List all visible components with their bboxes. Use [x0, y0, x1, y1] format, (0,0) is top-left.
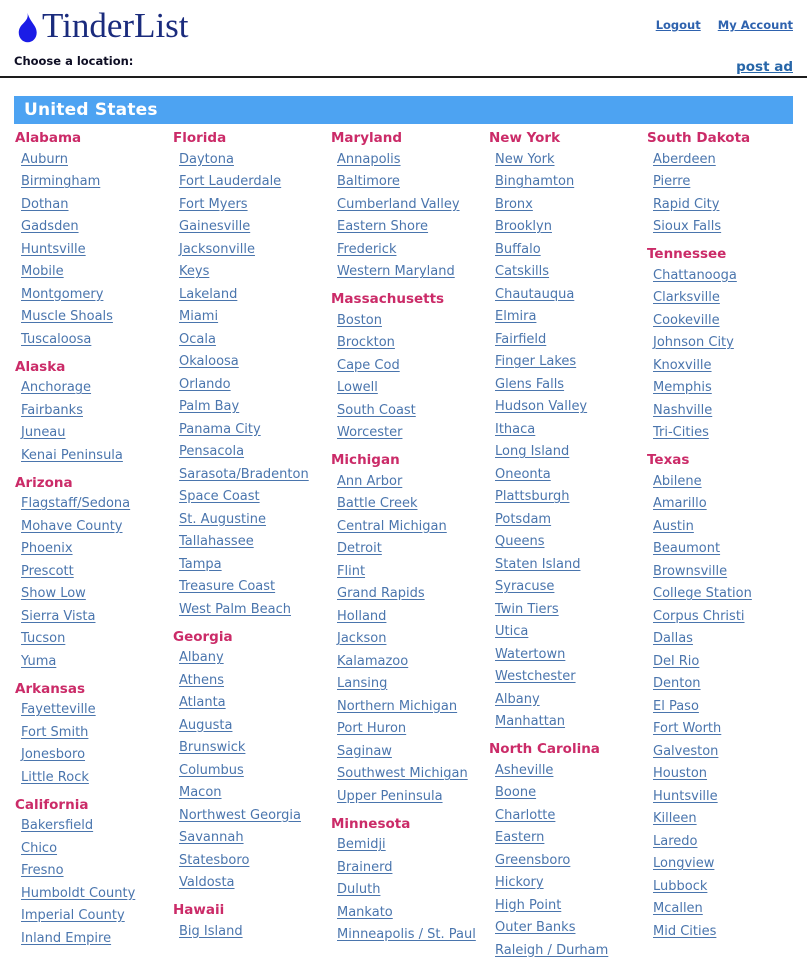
- city-link[interactable]: New York: [495, 151, 555, 167]
- city-link[interactable]: Worcester: [337, 425, 403, 440]
- state-group: [647, 451, 805, 943]
- city-link[interactable]: Little Rock: [21, 769, 89, 785]
- city-link[interactable]: Big Island: [179, 923, 243, 939]
- city-link[interactable]: Palm Bay: [179, 399, 240, 414]
- city-link[interactable]: Charlotte: [495, 807, 556, 823]
- city-link[interactable]: Lakeland: [179, 286, 238, 302]
- city-link[interactable]: Elmira: [495, 309, 537, 324]
- city-link[interactable]: Eastern Shore: [337, 219, 429, 234]
- top-nav: [643, 7, 793, 32]
- state-group: [647, 129, 805, 238]
- logo[interactable]: [14, 7, 189, 45]
- city-link[interactable]: Houston: [653, 766, 708, 781]
- city-link[interactable]: Tri-Cities: [653, 425, 709, 440]
- city-link[interactable]: Saginaw: [337, 743, 392, 759]
- city-link[interactable]: Clarksville: [653, 290, 720, 305]
- state-heading: Georgia: [173, 628, 233, 645]
- state-group: [173, 129, 331, 621]
- city-link[interactable]: Manhattan: [495, 714, 566, 729]
- city-link[interactable]: Flagstaff/Sedona: [21, 496, 131, 511]
- city-link[interactable]: Grand Rapids: [337, 586, 425, 601]
- state-heading: Michigan: [331, 452, 400, 468]
- header: [0, 0, 807, 45]
- city-link[interactable]: Orlando: [179, 376, 231, 392]
- city-link[interactable]: Ithaca: [495, 421, 536, 437]
- city-link[interactable]: Buffalo: [495, 241, 541, 257]
- my-account-link[interactable]: My Account: [717, 18, 793, 32]
- city-link[interactable]: Johnson City: [653, 335, 734, 350]
- city-link[interactable]: Gainesville: [179, 219, 251, 234]
- city-link[interactable]: Fort Myers: [179, 196, 248, 212]
- post-ad-link[interactable]: post ad: [736, 59, 793, 75]
- flame-icon: [14, 10, 41, 43]
- city-link[interactable]: Fairfield: [495, 331, 547, 347]
- city-link[interactable]: Longview: [653, 856, 715, 871]
- city-link[interactable]: Twin Tiers: [495, 601, 559, 617]
- city-link[interactable]: Corpus Christi: [653, 608, 745, 624]
- directory-column: [647, 129, 805, 950]
- state-heading: Arkansas: [15, 680, 85, 697]
- city-link[interactable]: Atlanta: [179, 695, 226, 710]
- city-link[interactable]: Catskills: [495, 264, 550, 279]
- city-link[interactable]: Ann Arbor: [337, 473, 403, 489]
- city-link[interactable]: Fresno: [21, 863, 64, 878]
- city-link[interactable]: High Point: [495, 897, 562, 913]
- city-link[interactable]: Savannah: [179, 830, 244, 845]
- state-heading: Texas: [647, 452, 690, 468]
- city-link[interactable]: Eastern: [495, 830, 545, 845]
- logout-link[interactable]: Logout: [655, 18, 701, 32]
- city-link[interactable]: Muscle Shoals: [21, 309, 113, 324]
- state-group: [331, 451, 489, 808]
- directory-column: [173, 129, 331, 950]
- city-link[interactable]: Bronx: [495, 196, 533, 212]
- city-link[interactable]: Miami: [179, 309, 219, 324]
- city-link[interactable]: El Paso: [653, 698, 699, 714]
- subheader: [0, 54, 807, 76]
- city-link[interactable]: Keys: [179, 264, 210, 279]
- city-link[interactable]: Kalamazoo: [337, 653, 409, 669]
- state-heading: Tennessee: [647, 246, 727, 262]
- city-link[interactable]: Mobile: [21, 264, 64, 279]
- city-link[interactable]: Brainerd: [337, 859, 393, 875]
- city-link[interactable]: Hickory: [495, 875, 544, 890]
- city-link[interactable]: Space Coast: [179, 489, 260, 504]
- city-link[interactable]: Tallahassee: [179, 534, 254, 549]
- state-heading: North Carolina: [489, 741, 600, 757]
- city-link[interactable]: Brownsville: [653, 563, 728, 579]
- city-link[interactable]: Amarillo: [653, 496, 707, 511]
- city-link[interactable]: Albany: [495, 691, 540, 707]
- city-link[interactable]: Jonesboro: [21, 747, 86, 762]
- city-link[interactable]: Port Huron: [337, 721, 407, 736]
- city-link[interactable]: Austin: [653, 518, 694, 534]
- city-link[interactable]: Abilene: [653, 473, 702, 489]
- state-heading: Alabama: [15, 130, 82, 146]
- city-link[interactable]: Syracuse: [495, 579, 555, 594]
- state-group: [15, 680, 173, 789]
- city-link[interactable]: Statesboro: [179, 852, 250, 868]
- city-link[interactable]: Albany: [179, 650, 224, 665]
- city-link[interactable]: Inland Empire: [21, 930, 112, 946]
- state-group: [173, 901, 331, 943]
- city-link[interactable]: Huntsville: [21, 241, 86, 257]
- city-link[interactable]: Lubbock: [653, 878, 708, 894]
- city-link[interactable]: Cumberland Valley: [337, 196, 460, 212]
- city-link[interactable]: West Palm Beach: [179, 601, 291, 617]
- city-link[interactable]: Sierra Vista: [21, 608, 96, 624]
- city-link[interactable]: Potsdam: [495, 511, 552, 527]
- city-link[interactable]: Chautauqua: [495, 286, 575, 302]
- city-link[interactable]: Nashville: [653, 402, 713, 418]
- city-link[interactable]: Brooklyn: [495, 219, 552, 234]
- city-link[interactable]: Memphis: [653, 380, 712, 395]
- city-link[interactable]: Valdosta: [179, 875, 235, 890]
- city-link[interactable]: Asheville: [495, 762, 554, 778]
- choose-location-label: Choose a location:: [14, 54, 134, 68]
- city-link[interactable]: Laredo: [653, 833, 698, 849]
- city-link[interactable]: College Station: [653, 586, 752, 601]
- city-link[interactable]: Gadsden: [21, 219, 79, 234]
- state-heading: Alaska: [15, 358, 66, 375]
- city-link[interactable]: Panama City: [179, 421, 261, 437]
- city-link[interactable]: Fayetteville: [21, 702, 96, 717]
- state-group: [489, 740, 647, 962]
- city-link[interactable]: Chattanooga: [653, 267, 737, 283]
- city-link[interactable]: Outer Banks: [495, 920, 576, 935]
- city-link[interactable]: Detroit: [337, 541, 382, 556]
- country-banner: United States: [14, 96, 793, 124]
- city-link[interactable]: Anchorage: [21, 380, 92, 395]
- city-link[interactable]: Plattsburgh: [495, 489, 570, 504]
- state-heading: New York: [489, 130, 561, 146]
- city-link[interactable]: Boone: [495, 785, 537, 800]
- city-link[interactable]: Mankato: [337, 904, 393, 920]
- state-group: [15, 129, 173, 351]
- city-link[interactable]: Long Island: [495, 444, 570, 459]
- city-link[interactable]: Battle Creek: [337, 496, 418, 511]
- city-link[interactable]: Annapolis: [337, 151, 401, 167]
- city-link[interactable]: Southwest Michigan: [337, 766, 468, 781]
- city-link[interactable]: Tuscaloosa: [21, 331, 92, 347]
- city-link[interactable]: Fort Worth: [653, 721, 722, 736]
- state-group: [15, 474, 173, 673]
- city-link[interactable]: Athens: [179, 672, 225, 688]
- location-directory: [15, 129, 807, 969]
- city-link[interactable]: Westchester: [495, 669, 576, 684]
- city-link[interactable]: Humboldt County: [21, 885, 136, 901]
- city-link[interactable]: Frederick: [337, 241, 397, 257]
- city-link[interactable]: Boston: [337, 312, 382, 328]
- city-link[interactable]: Holland: [337, 608, 387, 624]
- state-group: [331, 129, 489, 283]
- city-link[interactable]: Fairbanks: [21, 402, 83, 418]
- city-link[interactable]: Tampa: [179, 556, 222, 572]
- city-link[interactable]: Tucson: [21, 631, 66, 646]
- city-link[interactable]: Pensacola: [179, 444, 245, 459]
- city-link[interactable]: Mcallen: [653, 901, 703, 916]
- city-link[interactable]: Western Maryland: [337, 264, 455, 279]
- city-link[interactable]: Duluth: [337, 882, 381, 897]
- city-link[interactable]: Pierre: [653, 174, 691, 189]
- city-link[interactable]: Finger Lakes: [495, 354, 577, 369]
- header-divider: [0, 76, 807, 78]
- city-link[interactable]: Sarasota/Bradenton: [179, 466, 309, 482]
- city-link[interactable]: Knoxville: [653, 357, 712, 373]
- city-link[interactable]: Chico: [21, 840, 58, 856]
- city-link[interactable]: Central Michigan: [337, 518, 447, 534]
- city-link[interactable]: Daytona: [179, 151, 234, 167]
- state-heading: South Dakota: [647, 130, 751, 146]
- city-link[interactable]: Greensboro: [495, 852, 571, 868]
- city-link[interactable]: Okaloosa: [179, 354, 239, 369]
- city-link[interactable]: Montgomery: [21, 286, 104, 302]
- state-group: [489, 129, 647, 733]
- city-link[interactable]: Glens Falls: [495, 376, 565, 392]
- city-link[interactable]: Fort Lauderdale: [179, 174, 282, 189]
- state-heading: California: [15, 796, 89, 813]
- state-group: [15, 796, 173, 950]
- city-link[interactable]: Northwest Georgia: [179, 807, 301, 823]
- city-link[interactable]: Fort Smith: [21, 724, 89, 740]
- city-link[interactable]: Hudson Valley: [495, 399, 588, 414]
- city-link[interactable]: Lowell: [337, 380, 378, 395]
- city-link[interactable]: Flint: [337, 563, 366, 579]
- city-link[interactable]: Northern Michigan: [337, 698, 458, 714]
- city-link[interactable]: South Coast: [337, 402, 416, 418]
- logo-text: TinderList: [42, 6, 189, 45]
- city-link[interactable]: Jacksonville: [179, 241, 255, 257]
- city-link[interactable]: Denton: [653, 676, 701, 691]
- state-heading: Arizona: [15, 474, 73, 491]
- city-link[interactable]: Watertown: [495, 646, 566, 662]
- city-link[interactable]: Galveston: [653, 743, 719, 759]
- city-link[interactable]: Bemidji: [337, 837, 386, 852]
- state-group: [173, 628, 331, 895]
- city-link[interactable]: Upper Peninsula: [337, 788, 443, 804]
- city-link[interactable]: Huntsville: [653, 788, 718, 804]
- city-link[interactable]: Brunswick: [179, 740, 246, 755]
- city-link[interactable]: Jackson: [337, 631, 387, 646]
- city-link[interactable]: Bakersfield: [21, 818, 94, 833]
- city-link[interactable]: Birmingham: [21, 174, 101, 189]
- city-link[interactable]: Brockton: [337, 335, 395, 350]
- city-link[interactable]: Mid Cities: [653, 923, 717, 939]
- city-link[interactable]: Yuma: [21, 653, 57, 669]
- city-link[interactable]: Binghamton: [495, 174, 575, 189]
- city-link[interactable]: Lansing: [337, 676, 388, 691]
- city-link[interactable]: Killeen: [653, 811, 697, 826]
- state-group: [331, 815, 489, 947]
- city-link[interactable]: Juneau: [21, 425, 66, 440]
- city-link[interactable]: Aberdeen: [653, 151, 716, 167]
- city-link[interactable]: Rapid City: [653, 196, 720, 212]
- city-link[interactable]: Cape Cod: [337, 357, 400, 373]
- directory-column: [489, 129, 647, 969]
- city-link[interactable]: Cookeville: [653, 312, 720, 328]
- city-link[interactable]: Staten Island: [495, 556, 581, 572]
- city-link[interactable]: Sioux Falls: [653, 219, 722, 234]
- city-link[interactable]: Augusta: [179, 717, 233, 733]
- city-link[interactable]: Beaumont: [653, 541, 721, 556]
- state-heading: Hawaii: [173, 902, 225, 918]
- directory-column: [331, 129, 489, 953]
- state-group: [15, 358, 173, 467]
- city-link[interactable]: Raleigh / Durham: [495, 942, 609, 958]
- city-link[interactable]: Utica: [495, 624, 529, 639]
- city-link[interactable]: Phoenix: [21, 541, 73, 556]
- directory-column: [15, 129, 173, 957]
- state-group: [647, 245, 805, 444]
- state-group: [331, 290, 489, 444]
- city-link[interactable]: Mohave County: [21, 518, 123, 534]
- city-link[interactable]: Prescott: [21, 563, 74, 579]
- city-link[interactable]: Kenai Peninsula: [21, 447, 123, 463]
- city-link[interactable]: Del Rio: [653, 653, 700, 669]
- city-link[interactable]: Queens: [495, 534, 545, 549]
- city-link[interactable]: Macon: [179, 785, 222, 800]
- city-link[interactable]: St. Augustine: [179, 511, 266, 527]
- state-heading: Minnesota: [331, 815, 411, 832]
- city-link[interactable]: Treasure Coast: [179, 579, 276, 594]
- city-link[interactable]: Minneapolis / St. Paul: [337, 927, 476, 942]
- city-link[interactable]: Show Low: [21, 586, 86, 601]
- city-link[interactable]: Imperial County: [21, 908, 125, 923]
- city-link[interactable]: Baltimore: [337, 174, 400, 189]
- city-link[interactable]: Dothan: [21, 196, 69, 212]
- state-heading: Massachusetts: [331, 291, 445, 307]
- city-link[interactable]: Oneonta: [495, 466, 551, 482]
- city-link[interactable]: Dallas: [653, 631, 693, 646]
- city-link[interactable]: Columbus: [179, 762, 244, 778]
- city-link[interactable]: Ocala: [179, 331, 216, 347]
- city-link[interactable]: Auburn: [21, 151, 68, 167]
- state-heading: Florida: [173, 130, 227, 146]
- state-heading: Maryland: [331, 130, 403, 146]
